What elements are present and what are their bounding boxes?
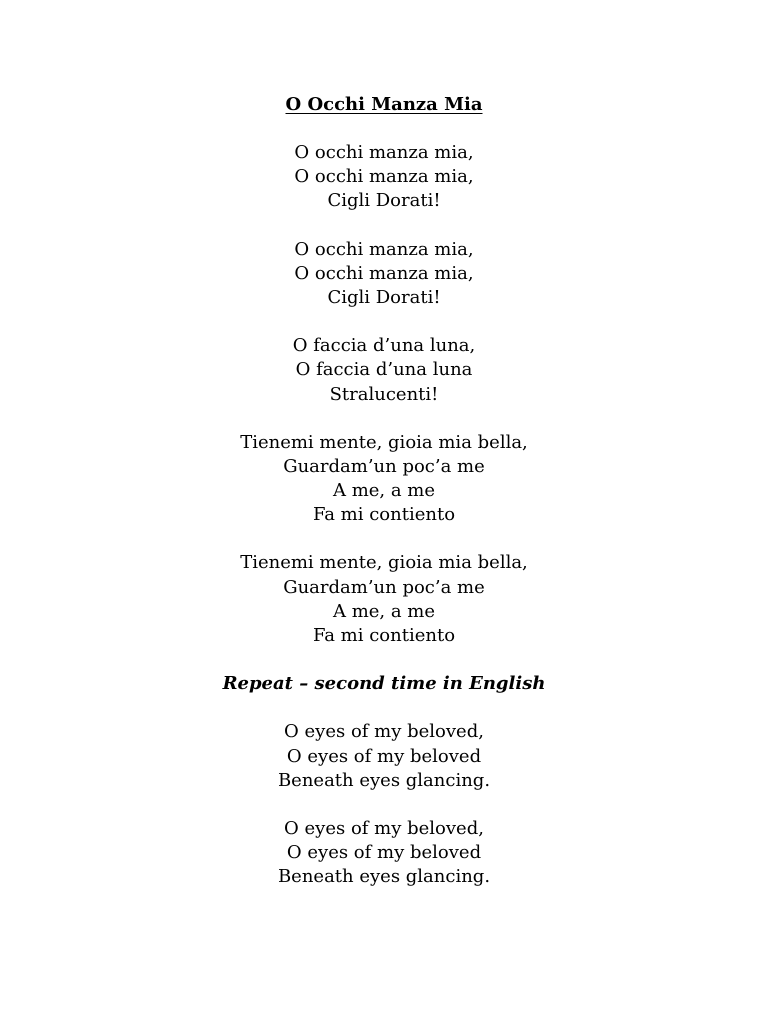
lyric-line: Beneath eyes glancing. <box>277 769 491 791</box>
lyric-line: O occhi manza mia, <box>294 262 474 284</box>
lyric-line: Tienemi mente, gioia mia bella, <box>240 431 528 453</box>
stanza-italian-3 <box>0 334 768 407</box>
lyric-line: O occhi manza mia, <box>294 142 474 163</box>
lyric-line: Fa mi contiento <box>312 504 456 526</box>
repeat-instruction: Repeat – second time in English <box>222 673 546 695</box>
lyric-line: O faccia d’una luna, <box>292 335 476 357</box>
lyric-line: A me, a me <box>332 480 436 502</box>
lyric-line: O faccia d’una luna <box>295 359 473 381</box>
song-title: O Occhi Manza Mia <box>285 94 483 115</box>
lyric-line: Cigli Dorati! <box>327 286 441 308</box>
lyric-line: Cigli Dorati! <box>327 190 441 212</box>
lyric-line: O eyes of my beloved <box>286 842 482 864</box>
lyric-line: A me, a me <box>332 600 436 622</box>
lyric-line: O eyes of my beloved <box>286 745 482 767</box>
lyric-line: Tienemi mente, gioia mia bella, <box>240 552 528 574</box>
lyric-line: O occhi manza mia, <box>294 166 474 188</box>
lyric-line: Guardam’un poc’a me <box>283 576 485 598</box>
stanza-italian-2 <box>0 238 768 311</box>
lyric-line: Guardam’un poc’a me <box>283 455 485 477</box>
stanza-english-2 <box>0 817 768 890</box>
lyric-line: Beneath eyes glancing. <box>277 866 491 888</box>
lyric-line: Stralucenti! <box>329 383 439 405</box>
stanza-italian-4 <box>0 431 768 528</box>
lyric-line: O eyes of my beloved, <box>284 817 484 839</box>
lyric-line: Fa mi contiento <box>312 625 456 646</box>
lyric-line: O occhi manza mia, <box>294 238 474 260</box>
stanza-italian-5 <box>0 551 768 648</box>
lyric-line: O eyes of my beloved, <box>284 721 484 743</box>
stanza-italian-1 <box>0 141 768 214</box>
lyrics-page <box>0 93 768 890</box>
stanza-english-1 <box>0 720 768 793</box>
